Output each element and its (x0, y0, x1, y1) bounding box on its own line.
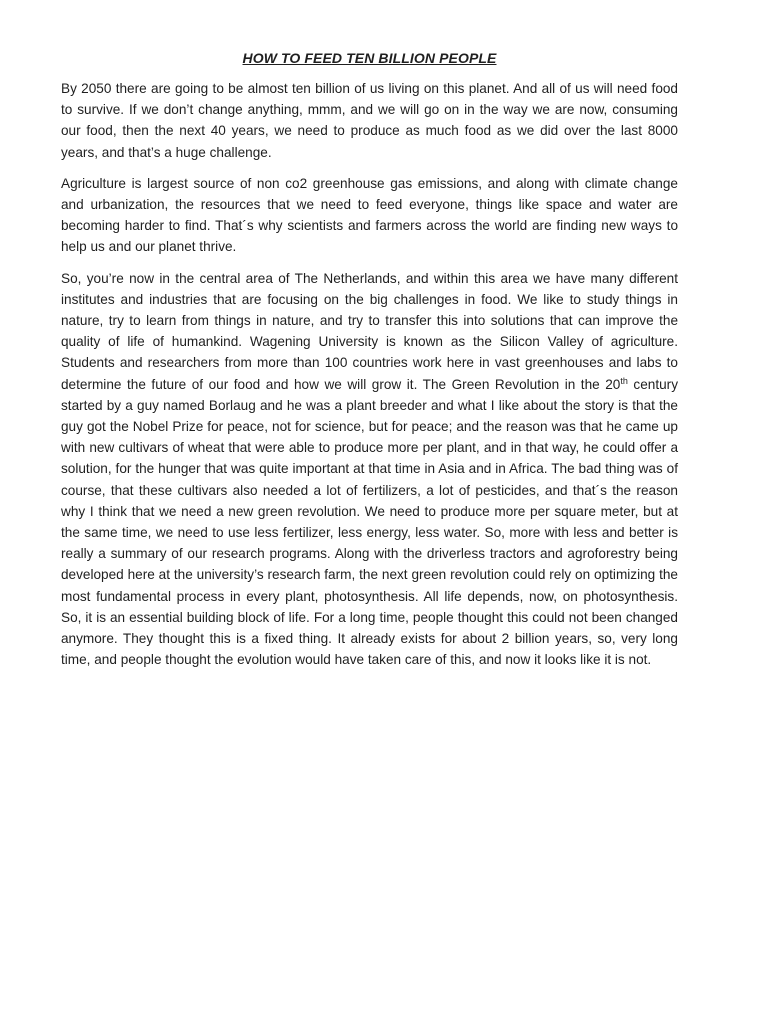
ordinal-suffix: th (620, 375, 628, 386)
paragraph-text-before-ordinal: So, you’re now in the central area of The Netherlands, and within this area we have many different institutes and industries that are focusing on the big challenges in food. We like to study things in nature, try to learn from things in nature, and try to transfer this into solutions that can improve the quality of life of humankind. Wagening University is known as the Silicon Valley of agriculture. Students and researchers from more than 100 countries work here in vast greenhouses and labs to determine the future of our food and how we will grow it. The Green Revolution in the 20 (61, 270, 678, 392)
paragraph-text-after-ordinal: century started by a guy named Borlaug and he was a plant breeder and what I like about the story is that the guy got the Nobel Prize for peace, not for science, but for peace; and the reason was that he came up with new cultivars of wheat that were able to produce more per plant, and in that way, he could offer a solution, for the hunger that was quite important at that time in Asia and in Africa. The bad thing was of course, that these cultivars also needed a lot of fertilizers, a lot of pesticides, and that´s the reason why I think that we need a new green revolution. We need to produce more per square meter, but at the same time, we need to use less fertilizer, less energy, less water. So, more with less and better is really a summary of our research programs. Along with the driverless tractors and agroforestry being developed here at the university’s research farm, the next green revolution could rely on optimizing the most fundamental process in every plant, photosynthesis. All life depends, now, on photosynthesis. So, it is an essential building block of life. For a long time, people thought this could not been changed anymore. They thought this is a fixed thing. It already exists for about 2 billion years, so, very long time, and people thought the evolution would have taken care of this, and now it looks like it is not. (61, 376, 679, 668)
paragraph-intro: By 2050 there are going to be almost ten billion of us living on this planet. And all of us will need food to survive. If we don’t change anything, mmm, and we will go on in the way we are now, consuming our food, then the next 40 years, we need to produce as much food as we did over the last 8000 years, and that’s a huge challenge. (61, 81, 678, 160)
paragraph-agriculture: Agriculture is largest source of non co2 greenhouse gas emissions, and along with climate change and urbanization, the resources that we need to feed everyone, things like space and water are becoming harder to find. That´s why scientists and farmers across the world are finding new ways to help us and our planet thrive. (61, 175, 678, 255)
document-title: HOW TO FEED TEN BILLION PEOPLE (242, 50, 497, 66)
paragraph-netherlands (61, 268, 678, 671)
document-page (61, 48, 678, 680)
